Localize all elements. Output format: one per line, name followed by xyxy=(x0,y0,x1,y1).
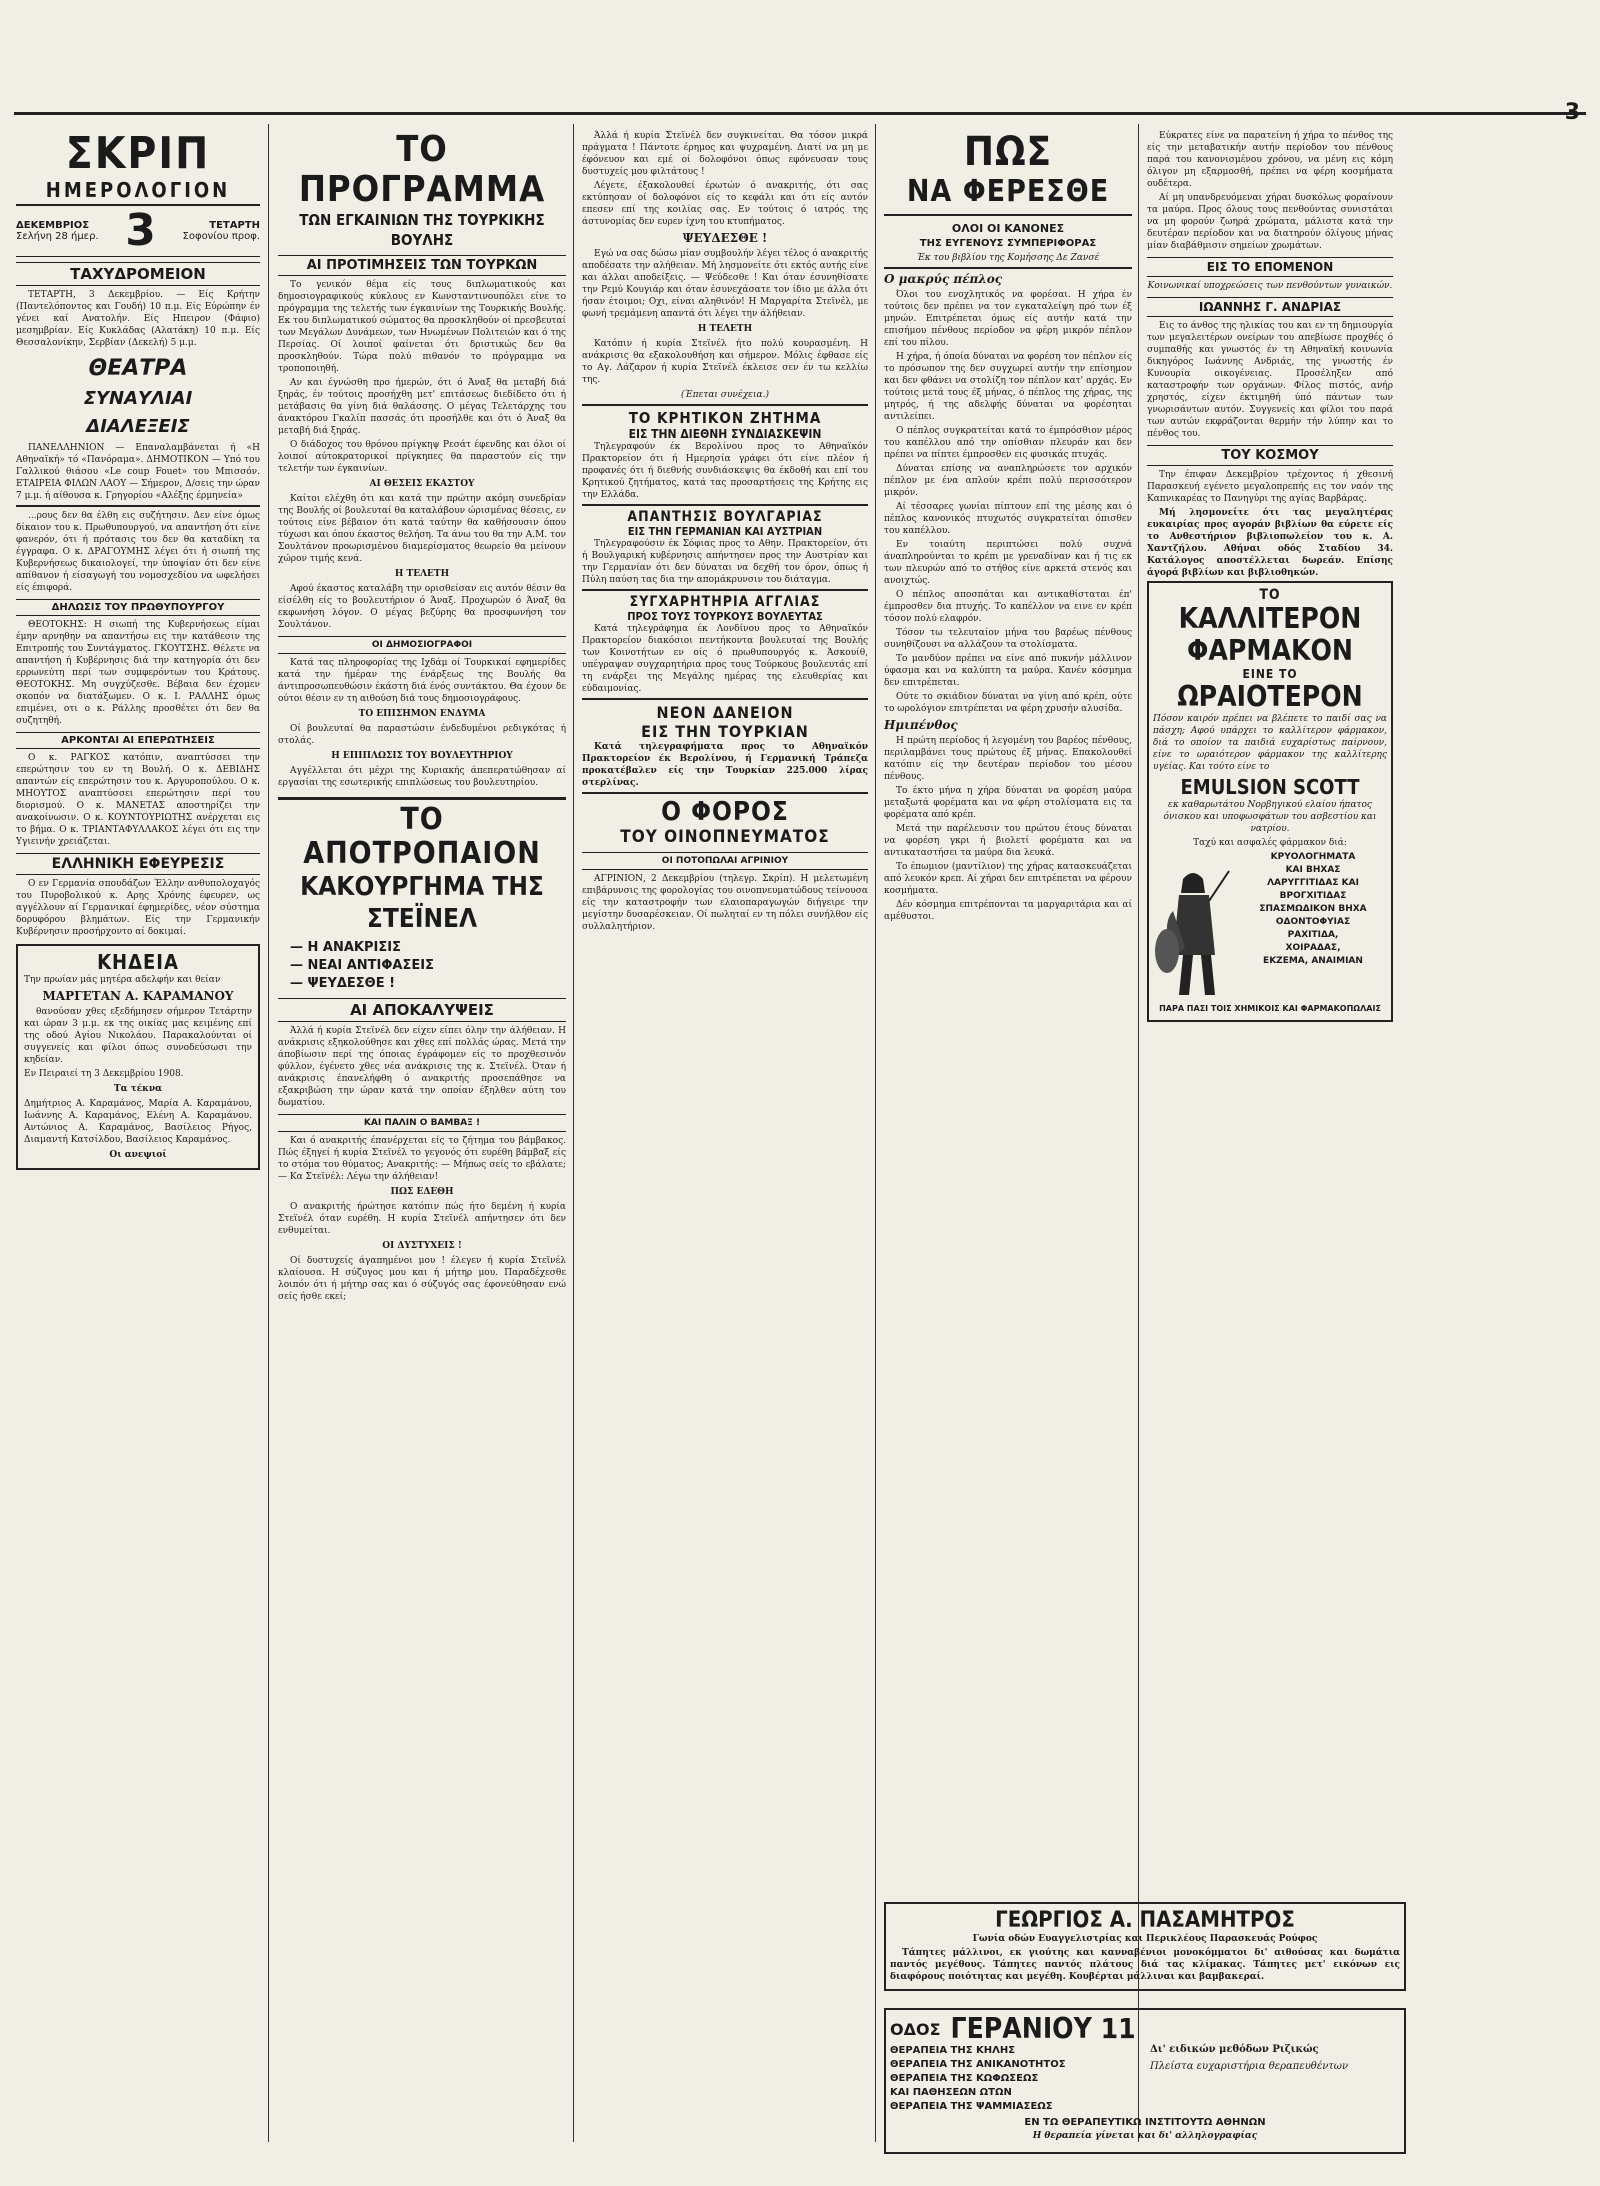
column-rule xyxy=(573,124,574,2142)
ad-item: ΣΠΑΣΜΩΔΙΚΟΝ ΒΗΧΑ xyxy=(1259,904,1367,914)
store-name: ΓΕΩΡΓΙΟΣ Α. ΠΑΣΑΜΗΤΡΟΣ xyxy=(995,1908,1295,1933)
bulgaria-text: Τηλεγραφούσιν έκ Σόφιας προς το Αθην. Πρακτορείον, ότι ή Βουλγαρική κυβέρνησις απήντησεν προς την Αυστρίαν και την Γερμανίαν ότι δεν δύναται να δεχθή τον όρον, όπως ή Πύλη παύση τας δια την απομάκρυνσιν του διάταγμα. xyxy=(582,539,868,585)
world-heading: ΤΟΥ ΚΟΣΜΟΥ xyxy=(1147,445,1393,466)
lecture-text: ΠΑΝΕΛΛΗΝΙΟΝ — Επαναλαμβάνεται ή «Η Αθηναϊκή» τό «Πανόραμα». ΔΗΜΟΤΙΚΟΝ — Υπό του Γαλλικού θιάσου «Le coup Fouet» του Μπισσόν. ΕΤΑΙΡΕΙΑ ΦΙΛΩΝ ΛΑΟΥ — Σήμερον, Δ/σεις την ώραν 7 μ.μ. ή αίθουσα κ. Γρηγορίου «Αλέξης έρμηνεία» xyxy=(16,443,260,501)
column-rule xyxy=(875,124,876,2142)
page-number: 3 xyxy=(1564,100,1580,125)
ad-mid: ΕΙΝΕ ΤΟ xyxy=(1242,667,1298,681)
etiquette-text-j: Ούτε το σκιάδιον δύναται να γίνη από κρέπ, ούτε το ωρολόγιον επιτρέπεται να φέρη χρυσήν αλυσίδα. xyxy=(884,692,1132,714)
concert-heading: ΣΥΝΑΥΛΙΑΙ xyxy=(83,388,193,409)
column-rule xyxy=(268,124,269,2142)
weekday: ΤΕΤΑΡΤΗ xyxy=(209,220,260,231)
lie-heading: ΨΕΥΔΕΣΘΕ ! xyxy=(682,231,768,245)
reply-heading: ΑΡΚΟΝΤΑΙ ΑΙ ΕΠΕΡΩΤΗΣΕΙΣ xyxy=(16,732,260,749)
saint: Σοφονίου προφ. xyxy=(182,231,260,242)
post-text: ΤΕΤΑΡΤΗ, 3 Δεκεμβρίου. — Είς Κρήτην (Παντελόποντος και Γουδή) 10 π.μ. Είς Εύρώπην έν γένει καί Ανατολήν. Είς Ηπειρον (Φάφιο) μεσημβρίαν. Είς Κυκλάδας (Αλατάκη) 10 π.μ. Είς Θεσσαλονίκην, Σερβίαν (Δεκελή) 5 μ.μ. xyxy=(16,290,260,348)
etiquette-text-d: Δύναται επίσης να αναπληρώσετε τον αρχικόν πέπλον με ένα απλούν κρέπι πολύ περισσότερον μικρόν. xyxy=(884,464,1132,498)
fisherman-illustration xyxy=(1153,851,1233,1001)
funeral-foot: Οι ανεψιοί xyxy=(109,1150,167,1160)
etiquette-text-b: Η χήρα, ή όποία δύναται να φορέση τον πέπλον είς το πρόσωπον της δεν συγχωρεί αυτήν την επίσημον και δεν φθάνει να στολίζη τον πέπλον κατ' αρχάς. Εν τούτοις μετά τους έξ μήνας, ό πέπλος της χήρας, της μητρός, ή της αδελφής δύναται να φορέσηται αντιλείπει. xyxy=(884,352,1132,422)
program-text-b: Αν και έγνώσθη προ ήμερών, ότι ό Άναξ θα μεταβή διά ξηράς, έν τούτοις προσήχθη μετ' επιτάσεως διεδίδετο ότι ή μετάβασις θα γίνη διά θαλάσσης. Ο μέγας Τελετάρχης του άνακτόρου Γκαλίπ πασσάς ότι προσήλθε και ότι ό Άναξ θα μεταβή διά ξηράς. xyxy=(278,378,566,436)
divider xyxy=(16,505,260,507)
crete-heading-2: ΕΙΣ ΤΗΝ ΔΙΕΘΝΗ ΣΥΝΔΙΑΣΚΕΨΙΝ xyxy=(628,427,822,441)
funeral-sign: Τα τέκνα xyxy=(113,1084,163,1094)
funeral-text: Την πρωίαν μάς μητέρα αδελφήν και θείαν xyxy=(24,975,221,985)
crime-text-j: Και ό ανακριτής έπανέρχεται είς το ζήτημα του βάμβακος. Πώς έξηγεί ή κυρία Στεϊνέλ το γεγονός ότι ευρέθη βάμβαξ είς το στόμα του θύματος; Ανακριτής: — Μήπως σείς το εβάλατε; — Κα Στεϊνέλ: Λέγω την άλήθειαν! xyxy=(278,1136,566,1182)
program-text-c: Ο διάδοχος του θρόνου πρίγκηψ Ρεσάτ έφενδης και όλοι οί λοιποί αύτοκρατορικοί πρίγκηπες θα παραστούν είς την τελετήν των έγκαινίων. xyxy=(278,440,566,474)
clinic-foot: ΕΝ ΤΩ ΘΕΡΑΠΕΥΤΙΚΩ ΙΝΣΤΙΤΟΥΤΩ ΑΘΗΝΩΝ xyxy=(1024,2117,1266,2128)
tax-heading-3: ΟΙ ΠΟΤΟΠΩΛΑΙ ΑΓΡΙΝΙΟΥ xyxy=(582,852,868,870)
etiquette-text-m: Μετά την παρέλευσιν του πρώτου έτους δύναται να φορέση γκρι ή βιολετί φορέματα και να αντικαταστήσει τα μαύρα δια λευκά. xyxy=(884,824,1132,858)
divider xyxy=(582,698,868,700)
store-text: Τάπητες μάλλινοι, εκ γιούτης και κανναβένιοι μονοκόμματοι δι' αιθούσας και δωμάτια παντός μεγέθους. Τάπητες παντός πλάτους διά τας κλίμακας. Τάπητες μετ' εικόνων εις διαφόρους ποιότητας και μεγέθη. Κουβέρται μάλλιναι και βαμβακεραί. xyxy=(890,1948,1400,1982)
rules-source: Έκ του βιβλίου της Κομήσσης Δε Ζανσέ xyxy=(916,253,1100,263)
steinel-text-c: Εγώ να σας δώσω μίαν συμβουλήν λέγει τέλος ό ανακριτής αποδέσατε την αλήθειαν. Μή λησμονείτε ότι εκτός αυτής είνε και άλλαι αποδείξεις. — Ψεύδεσθε ! Και όταν έσυνηθίσατε την Ρεμύ Κουγιάρ και όταν έσυνεχάσατε τον ίδιο με άλλα ότι ήσαν έτοιμοι; Οχι, είναι αληθινόν! Η Μαργαρίτα Στεϊνέλ, με φωνή τρεμάμενη απαντά ότι λέγει την άλήθειαν. xyxy=(582,249,868,319)
furnishing-heading: Η ΕΠΙΠΛΩΣΙΣ ΤΟΥ ΒΟΥΛΕΥΤΗΡΙΟΥ xyxy=(331,751,513,761)
tax-heading-2: ΤΟΥ ΟΙΝΟΠΝΕΥΜΑΤΟΣ xyxy=(620,827,830,847)
etiquette-text-i: Το μανδύον πρέπει να είνε από πυκνήν μάλλινον ύφασμα και να καλύπτη τα μαύρα. Κανέν κόσμημα δεν επιτρέπεται. xyxy=(884,654,1132,688)
date-box xyxy=(16,205,260,257)
moon: Σελήνη 28 ήμερ. xyxy=(16,231,99,242)
clinic-foot-2: Η θεραπεία γίνεται και δι' αλληλογραφίας xyxy=(1032,2131,1258,2141)
divider xyxy=(582,504,868,506)
ad-headline-2: ΦΑΡΜΑΚΟΝ xyxy=(1187,634,1353,667)
funeral-name: ΜΑΡΓΕΤΑΝ Α. ΚΑΡΑΜΑΝΟΥ xyxy=(42,989,234,1003)
crime-text-k: Ο ανακριτής ήρώτησε κατόπιν πώς ήτο δεμένη ή κυρία Στεϊνέλ όταν ευρέθη. Η κυρία Στεϊνέλ απήντησεν ότι δεν ενθυμείται. xyxy=(278,1202,566,1236)
clinic-item: ΘΕΡΑΠΕΙΑ ΤΗΣ ΚΩΦΩΣΕΩΣ xyxy=(890,2073,1039,2084)
crime-text-l: Οί δυστυχείς άγαπημένοι μου ! έλεγεν ή κυρία Στεϊνέλ κλαίουσα. Η σύζυγος μου και ή μήτηρ μου. Παραδέχεσθε λοιπόν ότι ή μήτηρ σας και ό σύζυγός σας έφονεύθησαν ενώ σείς ήσθε εκεί; xyxy=(278,1256,566,1302)
pm-text: ΘΕΟΤΟΚΗΣ: Η σιωπή της Κυβερνήσεως είμαι έμην αρνηθην να απαντήσω εις την κατάθεσιν της Επιτροπής του Συντάγματος. ΓΚΟΥΤΣΗΣ. Θέλετε να απαντήση ή Κυβέρνησις διά την κατηγορία ότι δεν ερρωνεύτη περί των συμφερόντων του Κράτους. ΘΕΟΤΟΚΗΣ. Μη συγχύζεσθε. Βέβαια δεν έχομεν σκοπόν να διατάξωμεν. Ο κ. Ι. ΡΑΛΛΗΣ όμως επιμένει, οτι ο κ. Ράλλης προσθέτει ότι δεν θα συζητηθή. xyxy=(16,620,260,726)
column-1 xyxy=(16,130,260,2146)
england-heading-2: ΠΡΟΣ ΤΟΥΣ ΤΟΥΡΚΟΥΣ ΒΟΥΛΕΥΤΑΣ xyxy=(627,610,823,623)
headline-program: ΤΟ ΠΡΟΓΡΑΜΜΑ xyxy=(298,130,546,210)
clinic-item: ΘΕΡΑΠΕΙΑ ΤΗΣ ΨΑΜΜΙΑΣΕΩΣ xyxy=(890,2101,1053,2112)
journalists-heading: ΟΙ ΔΗΜΟΣΙΟΓΡΑΦΟΙ xyxy=(278,636,566,654)
etiquette-text-h: Τόσον τω τελευταίον μήνα του βαρέως πένθους συνηθίζουσι να αλλάζουν τα στολίσματα. xyxy=(884,628,1132,650)
carpet-ad xyxy=(884,1902,1406,1991)
pm-heading: ΔΗΛΩΣΙΣ ΤΟΥ ΠΡΩΘΥΠΟΥΡΓΟΥ xyxy=(16,599,260,616)
loan-text: Κατά τηλεγραφήματα προς το Αθηναϊκόν Πρακτορείον έκ Βερολίνου, ή Γερμανική Τράπεζα προκατέβαλεν είς την Τουρκίαν 225.000 λίρας στερλίνας. xyxy=(582,742,868,788)
world-text: Την έπιφαν Δεκεμβρίου τρέχοντος ή χθεσινή Παρασκευή εγένετο μεγαλοπρεπής εις τον ναόν της Καπνικαρέας το Πανηγύρι της αγίας Βαρβάρας. xyxy=(1147,470,1393,504)
divider xyxy=(582,404,868,406)
theatre-heading: ΘΕΑΤΡΑ xyxy=(88,356,188,381)
ad-item: ΛΑΡΥΓΓΙΤΙΔΑΣ ΚΑΙ xyxy=(1267,878,1359,888)
england-heading-1: ΣΥΓΧΑΡΗΤΗΡΙΑ ΑΓΓΛΙΑΣ xyxy=(629,594,821,610)
obituary-text: Εις το άνθος της ηλικίας του και εν τη δημιουργία των μεγαλειτέρων ονείρων του απεβίωσε προχθές ό συμπαθής και γνωστός έν τη Αθηναϊκή κοινωνία δικηγόρος Ιωάννης Ανδριάς, της γνωστής έν Κυνουρία οικογένειας. Προσέληξεν από καταστροφήν των οργάνων. Φίλος πιστός, ανήρ χρηστός, είχεν έκτιμηθή ύπό πάντων των γνωρισάντων αυτόν. Συγγενείς και φίλοι του παρά των αυτών εκφράζονται θερμήν τήν λύπην και το πένθος του. xyxy=(1147,321,1393,439)
bulgaria-heading-2: ΕΙΣ ΤΗΝ ΓΕΡΜΑΝΙΑΝ ΚΑΙ ΑΥΣΤΡΙΑΝ xyxy=(627,525,823,538)
crete-text: Τηλεγραφούν έκ Βερολίνου προς το Αθηναϊκόν Πρακτορείον ότι ή Ημερησία γράφει ότι είνε πλέον ή προφανές ότι ή διεθνής συνδιάσκεψις θα έκδοθή και επί του Κρητικού ζητήματος, κατά τας προσαρτήσεις της Κρήτης εις την Ελλάδα. xyxy=(582,442,868,500)
divider xyxy=(884,267,1132,269)
lecture-heading: ΔΙΑΛΕΞΕΙΣ xyxy=(86,416,190,437)
seats-heading: ΑΙ ΘΕΣΕΙΣ ΕΚΑΣΤΟΥ xyxy=(369,479,475,489)
headline-inauguration: ΤΩΝ ΕΓΚΑΙΝΙΩΝ ΤΗΣ ΤΟΥΡΚΙΚΗΣ ΒΟΥΛΗΣ xyxy=(299,211,545,249)
howto-heading-2: ΝΑ ΦΕΡΕΣΘΕ xyxy=(884,174,1132,216)
divider xyxy=(582,792,868,794)
funeral-names: Δημήτριος Α. Καραμάνος, Μαρία Α. Καραμάνου, Ιωάννης Α. Καραμάνος, Ελένη Α. Καραμάνου. Αντώνιος Α. Καραμάνος, Βασίλειος Ρήγος, Διαμαντή Κατσίλδου, Βασίλειος Καραμάνος. xyxy=(24,1099,252,1145)
clinic-item: ΘΕΡΑΠΕΙΑ ΤΗΣ ΚΗΛΗΣ xyxy=(890,2045,1016,2056)
ad-item: ΒΡΟΓΧΙΤΙΔΑΣ xyxy=(1279,891,1347,901)
ad-item: ΧΟΙΡΑΔΑΣ, xyxy=(1285,943,1341,953)
divider xyxy=(582,589,868,591)
unfortunates-heading: ΟΙ ΔΥΣΤΥΧΕΙΣ ! xyxy=(382,1241,462,1251)
etiquette-text-f: Εν τοιαύτη περιπτώσει πολύ συχνά άναπληρούνται το κρέπι με γρεναδίναν και ή τις εκ των πλευρών από το στήθος είνε αρκετά στενός και ανοιχτώς. xyxy=(884,540,1132,586)
next-heading: ΕΙΣ ΤΟ ΕΠΟΜΕΝΟΝ xyxy=(1147,257,1393,277)
crime-headline-1: ΤΟ ΑΠΟΤΡΟΠΑΙΟΝ xyxy=(303,802,541,871)
invention-text: Ο εν Γερμανία σπουδάζων Έλλην ανθυπολοχαγός του Πυροβολικού κ. Αρης Χρόνης έφευρεν, ως αγγέλλουν αί Γερμανικαί έφημερίδες, νέον σύστημα δορυφόρου βλημάτων. Είς την Γερμανικήν Κυβέρνησιν προσήρχοντο αί δοκιμαί. xyxy=(16,879,260,937)
ad-text-2: εκ καθαρωτάτου Νορβηγικού ελαίου ήπατος όνισκου και υποφωσφάτων του ασβεστίου και νατρίου. xyxy=(1163,800,1377,834)
cotton-heading: ΚΑΙ ΠΑΛΙΝ Ο ΒΑΜΒΑΞ ! xyxy=(278,1114,566,1132)
tax-text: ΑΓΡΙΝΙΟΝ, 2 Δεκεμβρίου (τηλεγρ. Σκρίπ). Η μελετωμένη επιβάρυνσις της φορολογίας του οινοπνευματώδους τείνουσα είς την καταστροφήν των ελαιοπαραγωγών διήγειρε την μεγίστην δυσαρέσκειαν. Οί πωληταί εν τη πόλει συνήλθον είς συλλαλητήριον. xyxy=(582,874,868,932)
column-rule xyxy=(1138,124,1139,2142)
steinel-text-b: Λέγετε, έξακολουθεί έρωτών ό ανακριτής, ότι σας εκτύπησαν οί δολοφόνοι είς το κεφάλι και ότι είς αυτόν επεσεν επί της κοιλίας σας. Εν τούτοις ό ιατρός της άστυνομίας δεν ευρεν ίχνη του κτυπήματος. xyxy=(582,181,868,227)
debate-text: ...ρους δεν θα έλθη εις συζήτησιν. Δεν είνε όμως δίκαιον του κ. Πρωθυπουργού, να απαντήση ότι είνε φανερόν, ότι ή πρότασις του δεν θα καταδίκη τα έγγραφα. Ο κ. ΔΡΑΓΟΥΜΗΣ λέγει ότι ή σιωπή της Κυβερνήσεως δικαιολογεί, την ύποψίαν ότι δεν είνε απίθανον ή είσαγωγή του νομοσχεδίου να ωφελήσει είς έπιφορά. xyxy=(16,511,260,593)
crime-bullet: — ΝΕΑΙ ΑΝΤΙΦΑΣΕΙΣ xyxy=(290,958,434,973)
dress-heading: ΤΟ ΕΠΙΣΗΜΟΝ ΕΝΔΥΜΑ xyxy=(358,709,486,719)
clinic-note: Πλείστα ευχαριστήρια θεραπευθέντων xyxy=(1150,2061,1349,2072)
bookstore-text: Μή λησμονείτε ότι τας μεγαλητέρας ευκαιρίας προς αγοράν βιβλίων θα εύρετε είς το Ανθεστήριον βιβλιοπωλείον του κ. Α. Χαντζήλου. Αθήναι οδός Σταδίου 34. Κατάλογος αποστέλλεται δωρεάν. Επίσης άγορά βιβλίων και βιβλιοθηκών. xyxy=(1147,508,1393,578)
post-heading: ΤΑΧΥΔΡΟΜΕΙΟΝ xyxy=(16,262,260,286)
clinic-item: ΘΕΡΑΠΕΙΑ ΤΗΣ ΑΝΙΚΑΝΟΤΗΤΟΣ xyxy=(890,2059,1066,2070)
column-5 xyxy=(1147,130,1393,1896)
column-4 xyxy=(884,130,1132,1896)
crime-bullet: — ΨΕΥΔΕΣΘΕ ! xyxy=(290,976,396,991)
mourning-text-b: Αί μη υπανδρευόμεναι χήραι δυσκόλως φοραίνουν τα μαύρα. Προς όλους τους πενθούντας συνιστάται να μη φορούν ζωηρά χρώματα, μάλιστα κατά την δευτέραν περίοδον και να διατηρούν όλίγους μήνας μίαν διαβάθμισιν σημείων χρωμάτων. xyxy=(1147,193,1393,251)
etiquette-text-c: Ο πέπλος συγκρατείται κατά το έμπρόσθιον μέρος του καπέλλου από την οπίσθιαν πλευράν και δεν πρέπει να πίπτει έμπροσθεν εις φυσικάς πτυχάς. xyxy=(884,426,1132,460)
masthead-subtitle: ΗΜΕΡΟΛΟΓΙΟΝ xyxy=(16,178,260,206)
steinel-text-a: Άλλά ή κυρία Στεϊνέλ δεν συγκινείται. Θα τόσον μικρά πράγματα ! Πάντοτε έρημος και ψυχραμένη. Διατί να μη με έφόνευον και εμέ οί δολοφόνοι όπως εφόνευσαν τους δυστυχείς μου φιλτάτους ! xyxy=(582,131,868,177)
loan-heading-2: ΕΙΣ ΤΗΝ ΤΟΥΡΚΙΑΝ xyxy=(641,722,809,741)
day-number: 3 xyxy=(125,205,156,256)
store-address: Γωνία οδών Ευαγγελιστρίας και Περικλέους Παρασκευάς Ρούφος xyxy=(972,1934,1318,1944)
etiquette-text-l: Το έκτο μήνα η χήρα δύναται να φορέση μαύρα μεταξωτά φορέματα και να φέρη στολίσματα εις τα φορέματα από κρέπ. xyxy=(884,786,1132,820)
ad-brand: EMULSION SCOTT xyxy=(1180,775,1360,799)
tax-heading-1: Ο ΦΟΡΟΣ xyxy=(661,797,789,827)
ceremony-heading: Η ΤΕΛΕΤΗ xyxy=(394,569,450,579)
ad-text-3: Ταχύ και ασφαλές φάρμακον διά: xyxy=(1193,838,1347,848)
etiquette-text-n: Το έπωμιον (μαντίλιον) της χήρας κατασκευάζεται από λευκόν κρεπ. Αί χήραι δεν επιτρέπεται να φέρουν κοσμήματα. xyxy=(884,862,1132,896)
funeral-text-2: θανούσαν χθες εξεδήμησεν σήμερον Τετάρτην και ώραν 3 μ.μ. εκ της οικίας μας κειμένης επί της οδού Αγίου Νικολάου. Παρακαλούνται οί συγγενείς και φίλοι όπως συνοδεύσωσι την κηδείαν. xyxy=(24,1007,252,1065)
ad-headline-3: ΩΡΑΙΟΤΕΡΟΝ xyxy=(1177,680,1363,713)
revelations-heading: ΑΙ ΑΠΟΚΑΛΥΨΕΙΣ xyxy=(278,998,566,1022)
ad-item: ΚΡΥΟΛΟΓΗΜΑΤΑ xyxy=(1270,852,1356,862)
obituary-heading: ΙΩΑΝΝΗΣ Γ. ΑΝΔΡΙΑΣ xyxy=(1147,297,1393,317)
ad-item: ΕΚΖΕΜΑ, ΑΝΑΙΜΙΑΝ xyxy=(1263,956,1363,966)
continued: (Έπεται συνέχεια.) xyxy=(681,390,769,400)
ad-item: ΟΔΟΝΤΟΦΥΙΑΣ xyxy=(1275,917,1351,927)
ad-headline-1: ΚΑΛΛΙΤΕΡΟΝ xyxy=(1178,602,1362,635)
invention-heading: ΕΛΛΗΝΙΚΗ ΕΦΕΥΡΕΣΙΣ xyxy=(16,853,260,875)
ad-foot: ΠΑΡΑ ΠΑΣΙ ΤΟΙΣ ΧΗΜΙΚΟΙΣ ΚΑΙ ΦΑΡΜΑΚΟΠΩΛΑΙΣ xyxy=(1159,1004,1381,1013)
etiquette-text-k: Η πρώτη περίοδος ή λεγομένη του βαρέος πένθους, περιλαμβάνει τους πρώτους έξ μήνας. Επακολουθεί κατόπιν είς την δευτέραν περίοδον του μέσου πένθους. xyxy=(884,736,1132,782)
crete-heading-1: ΤΟ ΚΡΗΤΙΚΟΝ ΖΗΤΗΜΑ xyxy=(628,409,822,427)
etiquette-text-a: Όλοι του ενοχλητικός να φορέσαι. Η χήρα έν τούτοις δεν πρέπει να τον εγκαταλείψη πρό των έξ μηνών. Επιτρέπεται όμως είς αυτήν κατά την επισήμου πένθους περίοδον να φέρη μικρόν πέπλον επί του πίλου. xyxy=(884,290,1132,348)
program-text-d: Καίτοι ελέχθη ότι και κατά την πρώτην ακόμη συνεδρίαν της Βουλής οί βουλευταί θα καταλάβουν ώρισμένας θέσεις, εν τούτοις είνε βέβαιον ότι κατά ταύτην θα καθήσουσιν όπου τύχωσι και όπου έκαστος θελήση. Τα άνω του θα την Α.Μ. τον Σουλτάνον προωρισμένου διαμερίσματος θεωρείο θα μείνουν χώρον τιμής κενά. xyxy=(278,494,566,564)
loan-heading-1: ΝΕΟΝ ΔΑΝΕΙΟΝ xyxy=(656,703,794,722)
ad-item: ΚΑΙ ΒΗΧΑΣ xyxy=(1285,865,1341,875)
program-text-h: Αγγέλλεται ότι μέχρι της Κυριακής άπεπερατώθησαν αί εργασίαι της εσωτερικής επιπλώσεως του βουλευτηρίου. xyxy=(278,766,566,788)
ad-small: ΤΟ xyxy=(1259,587,1281,603)
ad-text: Πόσον καιρόν πρέπει να βλέπετε το παιδί σας να πάσχη; Αφού υπάρχει το καλλίτερον φάρμακον, διά το οποίον τα παιδιά ευχαρίστως παίρνουν, είνε το ωραιότερον φάρμακον της καλλίτερης υγείας. Και τούτο είνε το xyxy=(1153,714,1387,772)
emulsion-ad xyxy=(1147,581,1393,1022)
funeral-place: Εν Πειραιεί τη 3 Δεκεμβρίου 1908. xyxy=(24,1069,184,1079)
clinic-pre: ΟΔΟΣ xyxy=(890,2019,941,2039)
clinic-ad xyxy=(884,2008,1406,2154)
top-rule xyxy=(14,112,1586,115)
crime-bullet: — Η ΑΝΑΚΡΙΣΙΣ xyxy=(290,940,401,955)
preferences-heading: ΑΙ ΠΡΟΤΙΜΗΣΕΙΣ ΤΩΝ ΤΟΥΡΚΩΝ xyxy=(278,255,566,276)
reply-text: Ο κ. ΡΑΓΚΟΣ κατόπιν, αναπτύσσει την επερώτησιν του εν τη Βουλή. Ο κ. ΔΕΒΙΔΗΣ απαντών είς επερώτησιν του κ. Αργυροπούλου. Ο κ. ΜΗΟΥΤΟΣ αναπτύσσει επερώτησιν περί του διορισμού. Ο κ. ΜΑΝΕΤΑΣ αποστηρίζει την ανακοίνωσιν. Ο κ. ΚΟΥΝΤΟΥΡΙΩΤΗΣ ανέρχεται εις το βήμα. Ο κ. ΤΡΙΑΝΤΑΦΥΛΛΑΚΟΣ λέγει ότι εις την Υγιεινήν χρειάζεται. xyxy=(16,753,260,847)
funeral-heading: ΚΗΔΕΙΑ xyxy=(97,950,179,974)
month: ΔΕΚΕΜΒΡΙΟΣ xyxy=(16,220,90,231)
etiquette-text-o: Δέν κόσμημα επιτρέπονται τα μαργαριτάρια και αί αμέθυστοι. xyxy=(884,900,1132,922)
etiquette-text-g: Ο πέπλος αποσπάται και αντικαθίσταται έπ' έμπροσθεν δια πτυχής. Το καπέλλον να εινε εν κρέπ τόσον πολύ ελαφρόν. xyxy=(884,590,1132,624)
england-text: Κατά τηλεγράφημα έκ Λονδίνου προς το Αθηναϊκόν Πρακτορείον διακόσιοι πεντήκοντα βουλευταί της Βουλής των Κοινοτήτων εν οίς ό πρωθυπουργός κ. Άσκουίθ, υπέγραψαν συγχαρητήρια προς τους Τούρκους βουλευτάς επί τη ενάρξει της Μεγάλης ημέρας της ελευθερίας και εύδαιμονίας. xyxy=(582,624,868,694)
funeral-notice xyxy=(16,944,260,1170)
mourning-text-a: Εύκρατες είνε να παρατείνη ή χήρα το πένθος της είς την μεταβατικήν αυτήν περίοδον του πένθους παρά του κανονισμένου χρόνου, να μένη εις κόμη όλιγον μη εξαρμοσθή, πρέπει να φέρη κοσμήματα ουδέτερα. xyxy=(1147,131,1393,189)
steinel-text-d: Κατόπιν ή κυρία Στεϊνέλ ήτο πολύ κουρασμένη. Η ανάκρισις θα εξακολουθήση και σήμερον. Μόλις έφθασε είς το Αγ. Λάζαρον ή κυρία Στεϊνέλ έκλεισε σεν έν τω κελλίω της. xyxy=(582,339,868,385)
column-2 xyxy=(278,130,566,2146)
bulgaria-heading-1: ΑΠΑΝΤΗΣΙΣ ΒΟΥΛΓΑΡΙΑΣ xyxy=(627,509,823,525)
program-text-f: Κατά τας πληροφορίας της Ιχδάμ οί Τουρκικαί εφημερίδες κατά την ήμέραν της ένάρξεως της Βουλής θα άντιπροσωπευθώσιν έκάστη διά ένός συντάκτου. Θα έχουν δε ούτοι θέσιν εν τη αιθούση διά τους δημοσιογράφους. xyxy=(278,658,566,704)
ceremony-heading-2: Η ΤΕΛΕΤΗ xyxy=(697,324,753,334)
divider xyxy=(278,797,566,800)
clinic-street: ΓΕΡΑΝΙΟΥ 11 xyxy=(950,2012,1136,2045)
howto-heading-1: ΠΩΣ xyxy=(963,130,1053,175)
rules-heading-1: ΟΛΟΙ ΟΙ ΚΑΝΟΝΕΣ xyxy=(951,222,1065,235)
program-text-g: Οί βουλευταί θα παραστώσιν ένδεδυμένοι ρεδιγκότας ή στολάς. xyxy=(278,724,566,746)
crime-headline-2: ΚΑΚΟΥΡΓΗΜΑ ΤΗΣ ΣΤΕΪΝΕΛ xyxy=(300,872,544,934)
mourning-heading: Ημιπένθος xyxy=(884,718,958,732)
clinic-method: Δι' ειδικών μεθόδων Ριζικώς xyxy=(1150,2044,1319,2055)
crime-text-i: Άλλά ή κυρία Στεϊνέλ δεν είχεν είπει όλην την άλήθειαν. Η ανάκρισις εξηκολούθησε και χθες επί πολλάς ώρας. Μετά την άποβίωσιν περί της όποιας έγράφομεν είς το προχθεσινόν φύλλον, έγένετο χθες νέα ανάκρισις της κ. Στεϊνέλ. Όταν ή ανάκρισις έπανελήφθη ό ανακριτής προσεπάθησε να εξακριβώση την ώραν κατά την οποίαν έξηλθεν αύτη του δωματίου. xyxy=(278,1026,566,1108)
clinic-item: ΚΑΙ ΠΑΘΗΣΕΩΝ ΩΤΩΝ xyxy=(890,2087,1012,2098)
veil-heading: Ο μακρύς πέπλος xyxy=(884,272,1003,286)
program-text-e: Αφού έκαστος καταλάβη την ορισθείσαν εις αυτόν θέσιν θα είσέλθη είς το βουλευτήριον ό Άναξ. Προχωρών ό Άναξ θα εκφωνήση λόγον. Ο μέγας βεζύρης θα προσφωνήση τον Σουλτάνον. xyxy=(278,584,566,630)
bound-heading: ΠΩΣ ΕΔΕΘΗ xyxy=(390,1187,454,1197)
ad-item: ΡΑΧΙΤΙΔΑ, xyxy=(1287,930,1339,940)
next-text: Κοινωνικαί υποχρεώσεις των πενθούντων γυναικών. xyxy=(1147,281,1393,291)
rules-heading-2: ΤΗΣ ΕΥΓΕΝΟΥΣ ΣΥΜΠΕΡΙΦΟΡΑΣ xyxy=(919,238,1097,249)
column-3 xyxy=(582,130,868,2146)
program-text-a: Το γενικόν θέμα είς τους διπλωματικούς και δημοσιογραφικούς κύκλους εν Κωνσταντινουπόλει είνε το πρόγραμμα της τελετής των έγκαινίων της Τουρκικής Βουλής. Εκ του διπλωματικού σώματος θα προσκληθούν οί πρεσβευταί των Μεγάλων Δυνάμεων, των Ηνωμένων Πολιτειών και ό της Περσίας. Οί λοιποί φαίνεται ότι δριστικώς δεν θα προσκληθούν. Τώρα πολύ πιθανόν το πρόγραμμα να τροποποιηθή. xyxy=(278,280,566,374)
etiquette-text-e: Αί τέσσαρες γωνίαι πίπτουν επί της μέσης και ό πέπλος κανονικός πτυχωτός συγκρατείται όπισθεν του καπέλλου. xyxy=(884,502,1132,536)
masthead-title: ΣΚΡΙΠ xyxy=(65,130,211,179)
